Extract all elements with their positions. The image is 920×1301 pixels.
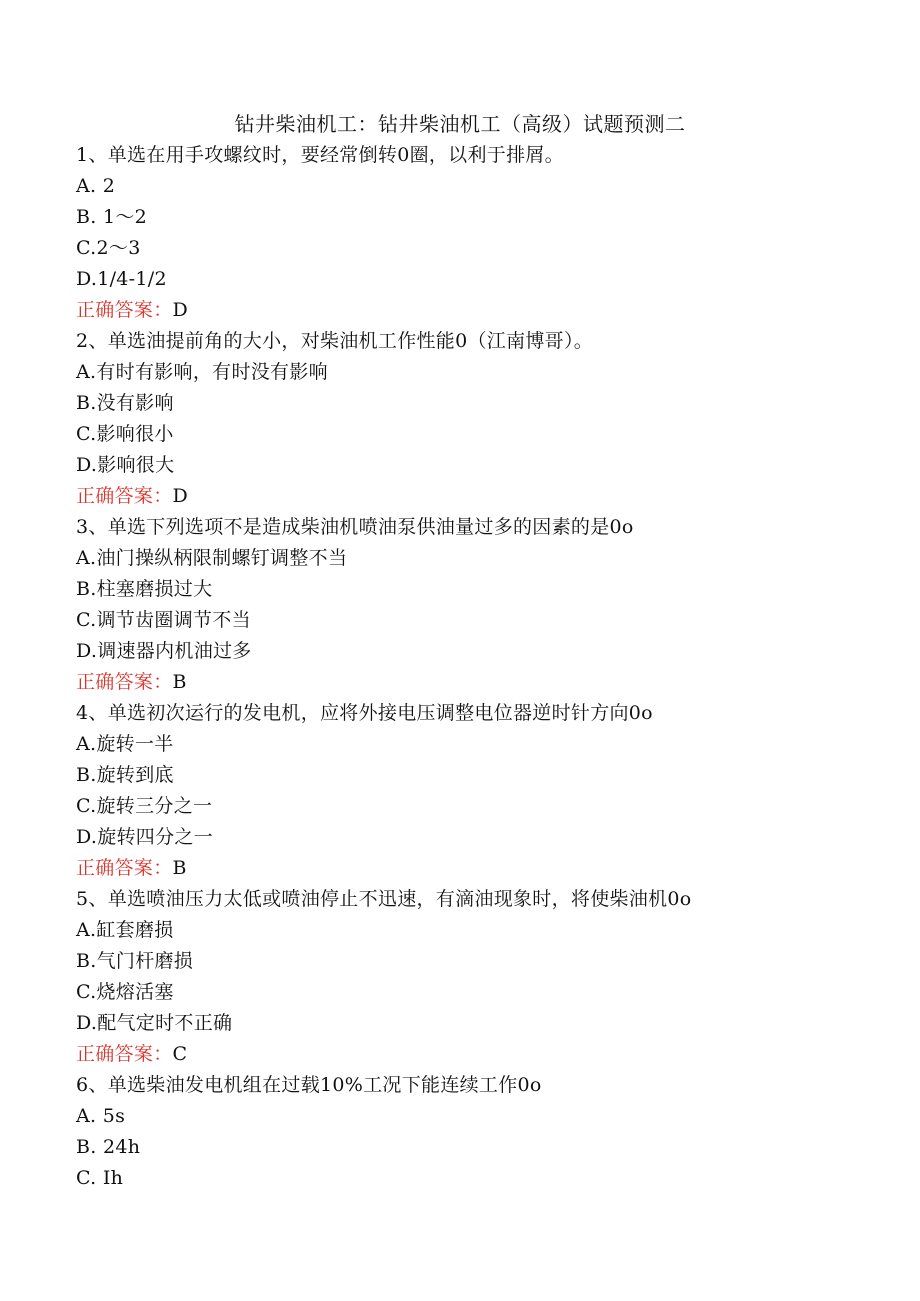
question-option: C.烧熔活塞	[76, 981, 174, 1003]
document-title: 钻井柴油机工：钻井柴油机工（高级）试题预测二	[234, 112, 686, 136]
question-option: B. 24h	[76, 1136, 141, 1158]
answer-line	[76, 481, 876, 512]
answer-value: D	[172, 299, 189, 321]
question-option: C.旋转三分之一	[76, 795, 213, 817]
answer-value: B	[172, 671, 187, 693]
question-option: B.气门杆磨损	[76, 950, 194, 972]
question-option: A.缸套磨损	[76, 919, 174, 941]
answer-line	[76, 667, 876, 698]
question-option: A.油门操纵柄限制螺钉调整不当	[76, 547, 348, 569]
question-stem: 6、单选柴油发电机组在过载10%工况下能连续工作0o	[76, 1074, 542, 1096]
answer-value: C	[172, 1043, 188, 1065]
answer-label: 正确答案：	[76, 299, 173, 321]
question-option: D.旋转四分之一	[76, 826, 213, 848]
question-option: A.有时有影响，有时没有影响	[76, 361, 328, 383]
question-list	[76, 140, 876, 1194]
question-option: C. Ih	[76, 1167, 124, 1189]
question-option: A. 2	[76, 175, 116, 197]
question-option: C.2～3	[76, 237, 141, 259]
answer-label: 正确答案：	[76, 485, 173, 507]
question-stem: 3、单选下列选项不是造成柴油机喷油泵供油量过多的因素的是0o	[76, 516, 634, 538]
answer-line	[76, 853, 876, 884]
answer-line	[76, 1039, 876, 1070]
question-stem: 5、单选喷油压力太低或喷油停止不迅速，有滴油现象时，将使柴油机0o	[76, 888, 692, 910]
question-stem: 4、单选初次运行的发电机，应将外接电压调整电位器逆时针方向0o	[76, 702, 653, 724]
question-option: C.调节齿圈调节不当	[76, 609, 251, 631]
question-option: C.影响很小	[76, 423, 174, 445]
answer-value: D	[172, 485, 189, 507]
question-option: B. 1～2	[76, 206, 148, 228]
question-option: D.调速器内机油过多	[76, 640, 252, 662]
question-option: D.影响很大	[76, 454, 175, 476]
question-stem: 2、单选油提前角的大小，对柴油机工作性能0（江南博哥）。	[76, 330, 594, 352]
answer-value: B	[172, 857, 187, 879]
question-option: D.1/4-1/2	[76, 268, 167, 290]
question-option: B.柱塞磨损过大	[76, 578, 213, 600]
answer-label: 正确答案：	[76, 671, 173, 693]
question-option: A. 5s	[76, 1105, 126, 1127]
answer-label: 正确答案：	[76, 857, 173, 879]
answer-label: 正确答案：	[76, 1043, 173, 1065]
question-option: A.旋转一半	[76, 733, 174, 755]
question-option: D.配气定时不正确	[76, 1012, 233, 1034]
answer-line	[76, 295, 876, 326]
question-stem: 1、单选在用手攻螺纹时，要经常倒转0圈，以利于排屑。	[76, 144, 564, 166]
question-option: B.没有影响	[76, 392, 174, 414]
question-option: B.旋转到底	[76, 764, 174, 786]
